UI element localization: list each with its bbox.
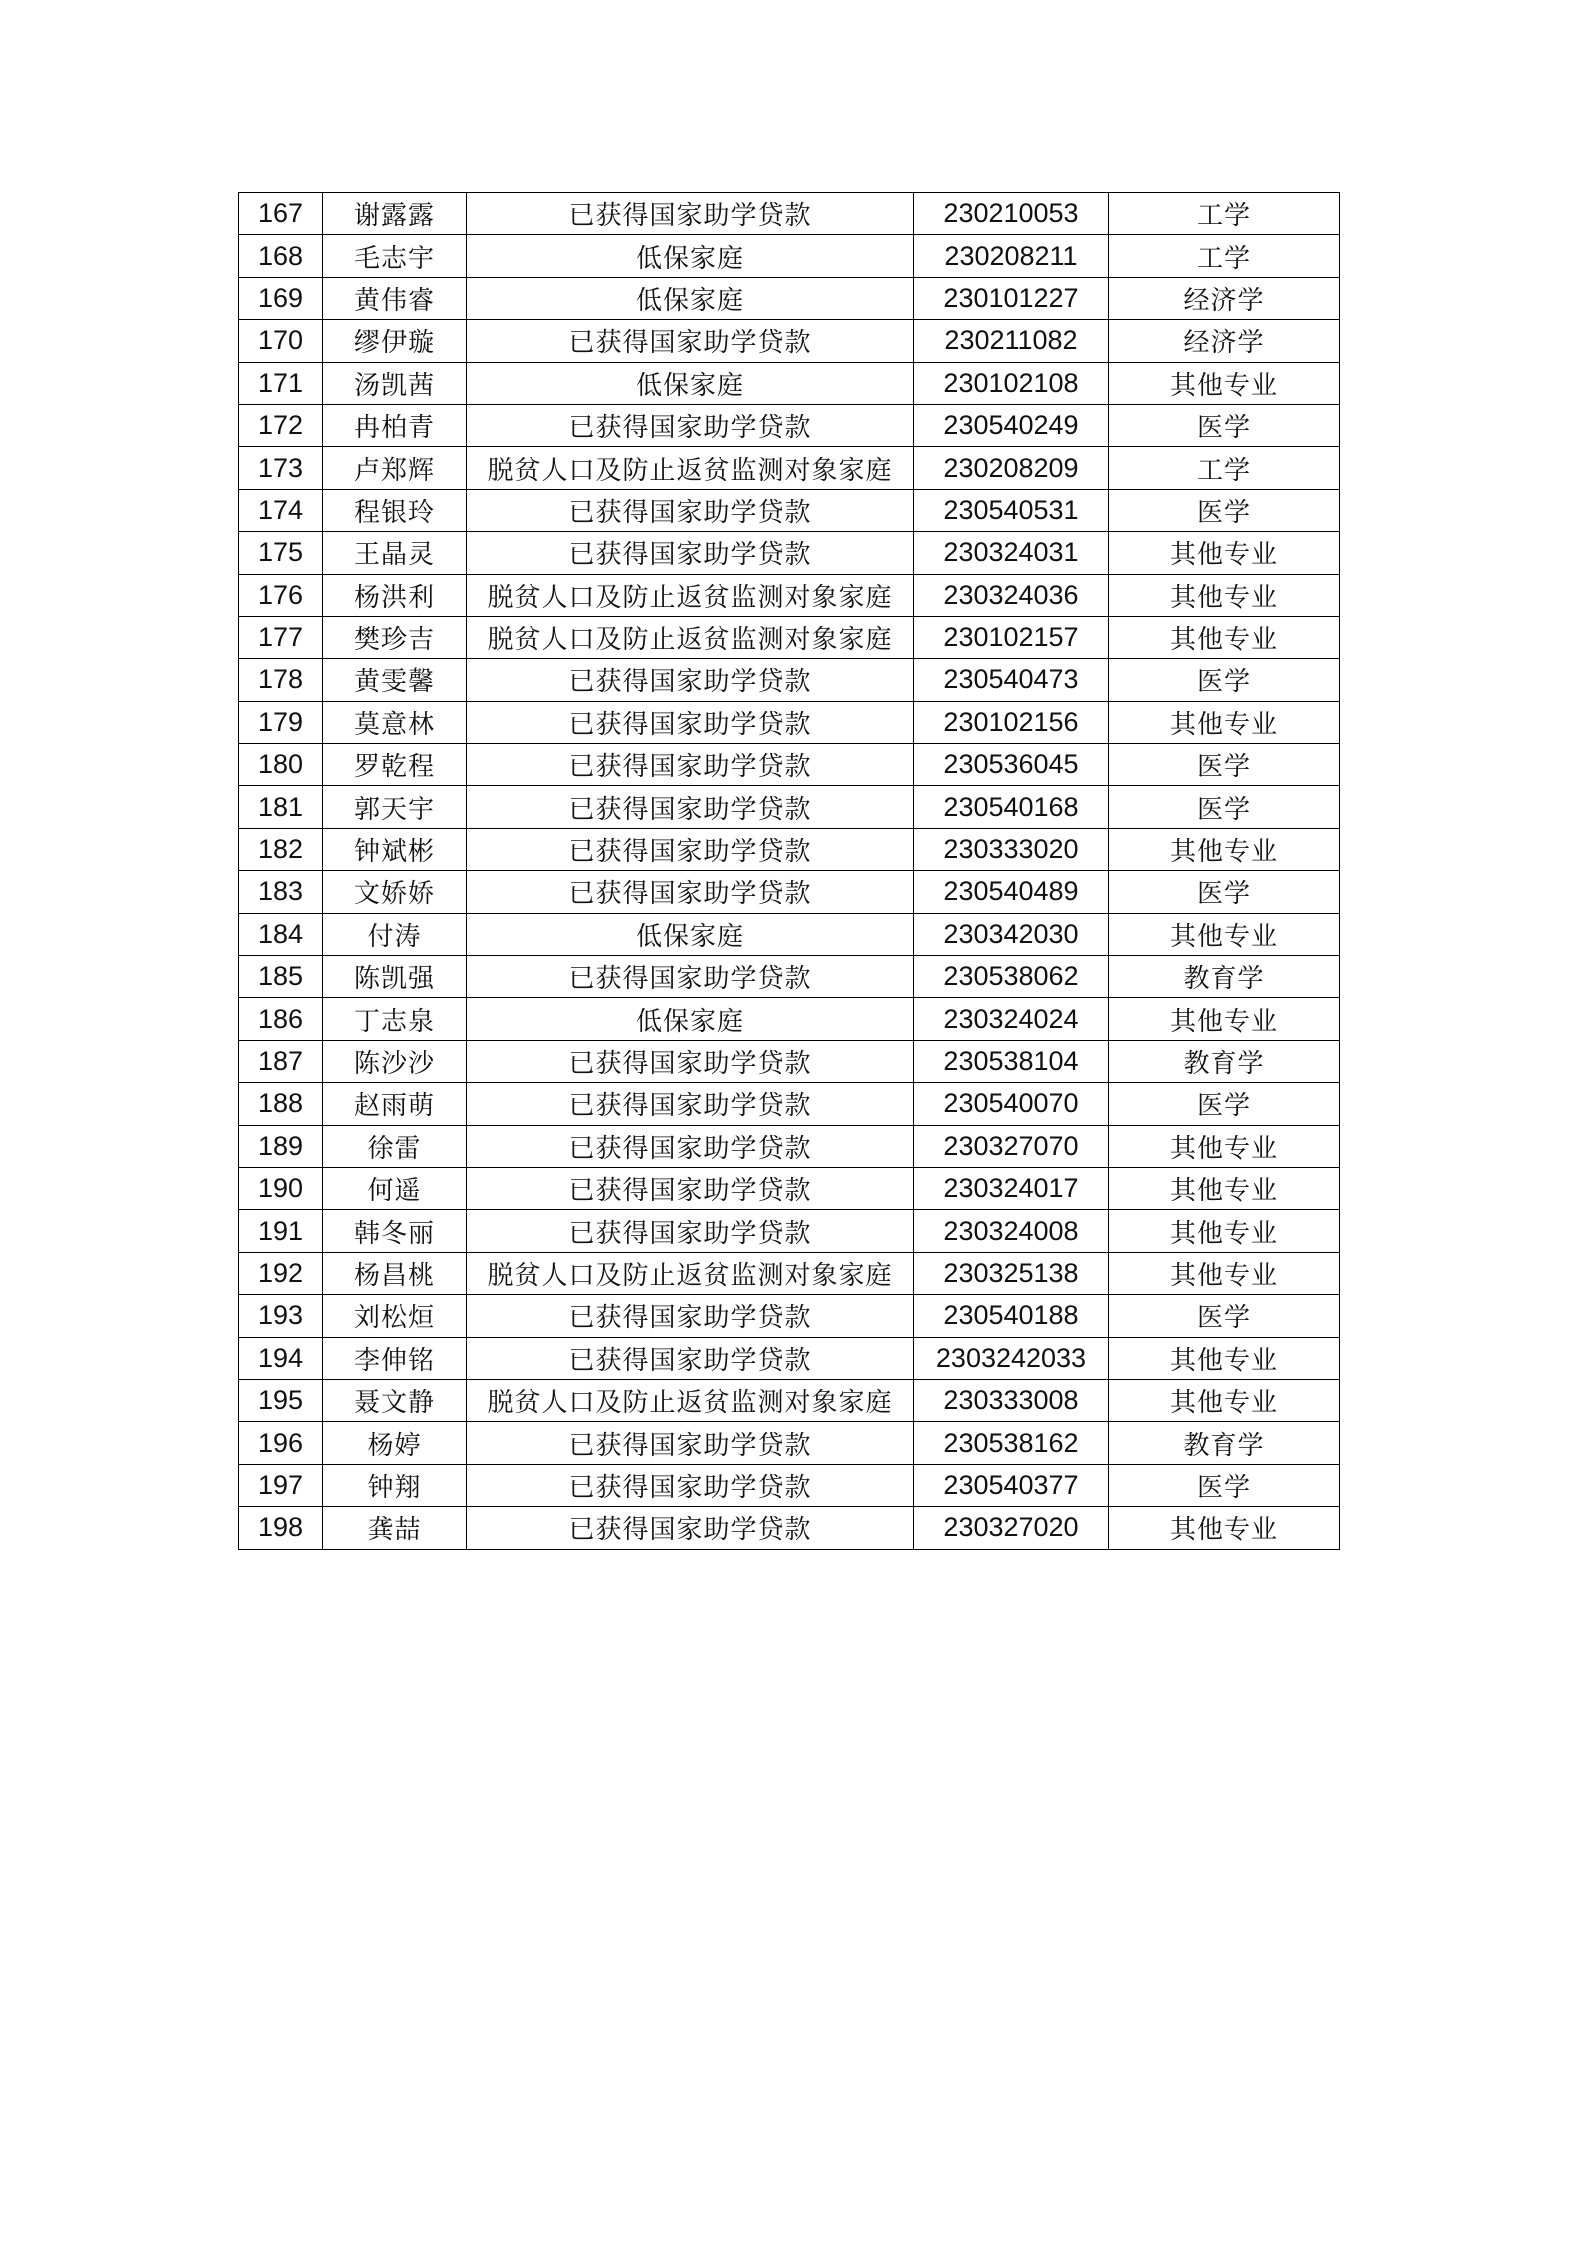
table-row [239, 871, 1340, 913]
major-category-cell: 经济学 [1109, 277, 1340, 319]
student-id-cell: 230540473 [914, 659, 1109, 701]
student-id-cell: 230102157 [914, 616, 1109, 658]
row-number-cell: 176 [239, 574, 323, 616]
table-row [239, 1040, 1340, 1082]
student-id-cell: 230538062 [914, 956, 1109, 998]
table-row [239, 1125, 1340, 1167]
student-name-cell: 杨洪利 [323, 574, 467, 616]
major-category-cell: 其他专业 [1109, 574, 1340, 616]
student-id-cell: 230540070 [914, 1083, 1109, 1125]
row-number-cell: 180 [239, 744, 323, 786]
row-number-cell: 187 [239, 1040, 323, 1082]
major-category-cell: 经济学 [1109, 320, 1340, 362]
row-number-cell: 174 [239, 489, 323, 531]
student-id-cell: 230208211 [914, 235, 1109, 277]
difficulty-type-cell: 已获得国家助学贷款 [467, 1083, 914, 1125]
row-number-cell: 177 [239, 616, 323, 658]
student-id-cell: 230538104 [914, 1040, 1109, 1082]
row-number-cell: 192 [239, 1252, 323, 1294]
student-id-cell: 230538162 [914, 1422, 1109, 1464]
major-category-cell: 教育学 [1109, 1040, 1340, 1082]
table-row [239, 489, 1340, 531]
difficulty-type-cell: 低保家庭 [467, 277, 914, 319]
major-category-cell: 医学 [1109, 489, 1340, 531]
difficulty-type-cell: 已获得国家助学贷款 [467, 1295, 914, 1337]
student-name-cell: 汤凯茜 [323, 362, 467, 404]
student-id-cell: 230211082 [914, 320, 1109, 362]
difficulty-type-cell: 已获得国家助学贷款 [467, 1337, 914, 1379]
row-number-cell: 173 [239, 447, 323, 489]
student-id-cell: 230102108 [914, 362, 1109, 404]
row-number-cell: 189 [239, 1125, 323, 1167]
major-category-cell: 其他专业 [1109, 701, 1340, 743]
row-number-cell: 185 [239, 956, 323, 998]
student-id-cell: 230540489 [914, 871, 1109, 913]
major-category-cell: 其他专业 [1109, 1507, 1340, 1549]
major-category-cell: 其他专业 [1109, 362, 1340, 404]
table-row [239, 1252, 1340, 1294]
student-name-cell: 钟斌彬 [323, 828, 467, 870]
difficulty-type-cell: 低保家庭 [467, 913, 914, 955]
table-row [239, 1295, 1340, 1337]
difficulty-type-cell: 已获得国家助学贷款 [467, 1464, 914, 1506]
student-id-cell: 230540188 [914, 1295, 1109, 1337]
table-row [239, 1083, 1340, 1125]
row-number-cell: 178 [239, 659, 323, 701]
row-number-cell: 167 [239, 193, 323, 235]
major-category-cell: 其他专业 [1109, 828, 1340, 870]
student-name-cell: 冉柏青 [323, 404, 467, 446]
major-category-cell: 其他专业 [1109, 1337, 1340, 1379]
student-id-cell: 230327020 [914, 1507, 1109, 1549]
difficulty-type-cell: 已获得国家助学贷款 [467, 956, 914, 998]
student-name-cell: 文娇娇 [323, 871, 467, 913]
difficulty-type-cell: 低保家庭 [467, 235, 914, 277]
student-id-cell: 230324031 [914, 532, 1109, 574]
row-number-cell: 194 [239, 1337, 323, 1379]
student-name-cell: 莫意林 [323, 701, 467, 743]
difficulty-type-cell: 已获得国家助学贷款 [467, 1507, 914, 1549]
student-id-cell: 230333020 [914, 828, 1109, 870]
student-name-cell: 毛志宇 [323, 235, 467, 277]
row-number-cell: 175 [239, 532, 323, 574]
student-id-cell: 230325138 [914, 1252, 1109, 1294]
student-id-cell: 230536045 [914, 744, 1109, 786]
student-id-cell: 230208209 [914, 447, 1109, 489]
major-category-cell: 其他专业 [1109, 616, 1340, 658]
row-number-cell: 182 [239, 828, 323, 870]
student-name-cell: 丁志泉 [323, 998, 467, 1040]
student-name-cell: 陈凯强 [323, 956, 467, 998]
student-id-cell: 230324008 [914, 1210, 1109, 1252]
student-name-cell: 赵雨萌 [323, 1083, 467, 1125]
row-number-cell: 191 [239, 1210, 323, 1252]
difficulty-type-cell: 脱贫人口及防止返贫监测对象家庭 [467, 1252, 914, 1294]
table-row [239, 659, 1340, 701]
table-row [239, 532, 1340, 574]
student-id-cell: 230327070 [914, 1125, 1109, 1167]
student-name-cell: 郭天宇 [323, 786, 467, 828]
row-number-cell: 197 [239, 1464, 323, 1506]
student-id-cell: 230102156 [914, 701, 1109, 743]
major-category-cell: 医学 [1109, 659, 1340, 701]
student-name-cell: 黄雯馨 [323, 659, 467, 701]
row-number-cell: 179 [239, 701, 323, 743]
major-category-cell: 其他专业 [1109, 913, 1340, 955]
table-row [239, 1337, 1340, 1379]
major-category-cell: 教育学 [1109, 956, 1340, 998]
student-name-cell: 缪伊璇 [323, 320, 467, 362]
student-name-cell: 黄伟睿 [323, 277, 467, 319]
table-row [239, 1379, 1340, 1421]
student-name-cell: 杨昌桃 [323, 1252, 467, 1294]
difficulty-type-cell: 脱贫人口及防止返贫监测对象家庭 [467, 616, 914, 658]
student-id-cell: 230101227 [914, 277, 1109, 319]
major-category-cell: 医学 [1109, 404, 1340, 446]
student-name-cell: 罗乾程 [323, 744, 467, 786]
row-number-cell: 181 [239, 786, 323, 828]
major-category-cell: 医学 [1109, 786, 1340, 828]
table-row [239, 828, 1340, 870]
table-row [239, 956, 1340, 998]
major-category-cell: 医学 [1109, 744, 1340, 786]
difficulty-type-cell: 已获得国家助学贷款 [467, 1125, 914, 1167]
student-id-cell: 230540377 [914, 1464, 1109, 1506]
table-row [239, 913, 1340, 955]
difficulty-type-cell: 已获得国家助学贷款 [467, 489, 914, 531]
student-id-cell: 230333008 [914, 1379, 1109, 1421]
student-id-cell: 230540249 [914, 404, 1109, 446]
difficulty-type-cell: 脱贫人口及防止返贫监测对象家庭 [467, 447, 914, 489]
student-id-cell: 230210053 [914, 193, 1109, 235]
table-row [239, 1210, 1340, 1252]
major-category-cell: 医学 [1109, 1464, 1340, 1506]
major-category-cell: 医学 [1109, 1295, 1340, 1337]
major-category-cell: 工学 [1109, 447, 1340, 489]
row-number-cell: 169 [239, 277, 323, 319]
table-row [239, 320, 1340, 362]
table-body [239, 193, 1340, 1550]
table-row [239, 235, 1340, 277]
difficulty-type-cell: 脱贫人口及防止返贫监测对象家庭 [467, 574, 914, 616]
major-category-cell: 工学 [1109, 235, 1340, 277]
difficulty-type-cell: 已获得国家助学贷款 [467, 1040, 914, 1082]
table-row [239, 616, 1340, 658]
table-row [239, 701, 1340, 743]
student-name-cell: 卢郑辉 [323, 447, 467, 489]
row-number-cell: 172 [239, 404, 323, 446]
student-id-cell: 230324036 [914, 574, 1109, 616]
table-row [239, 404, 1340, 446]
row-number-cell: 195 [239, 1379, 323, 1421]
difficulty-type-cell: 低保家庭 [467, 998, 914, 1040]
difficulty-type-cell: 已获得国家助学贷款 [467, 786, 914, 828]
major-category-cell: 其他专业 [1109, 998, 1340, 1040]
table-row [239, 447, 1340, 489]
row-number-cell: 188 [239, 1083, 323, 1125]
major-category-cell: 其他专业 [1109, 1252, 1340, 1294]
major-category-cell: 工学 [1109, 193, 1340, 235]
student-name-cell: 付涛 [323, 913, 467, 955]
row-number-cell: 168 [239, 235, 323, 277]
row-number-cell: 183 [239, 871, 323, 913]
major-category-cell: 医学 [1109, 1083, 1340, 1125]
student-name-cell: 王晶灵 [323, 532, 467, 574]
student-name-cell: 谢露露 [323, 193, 467, 235]
student-name-cell: 何遥 [323, 1167, 467, 1209]
difficulty-type-cell: 已获得国家助学贷款 [467, 404, 914, 446]
table-row [239, 744, 1340, 786]
difficulty-type-cell: 已获得国家助学贷款 [467, 320, 914, 362]
difficulty-type-cell: 脱贫人口及防止返贫监测对象家庭 [467, 1379, 914, 1421]
major-category-cell: 医学 [1109, 871, 1340, 913]
student-name-cell: 韩冬丽 [323, 1210, 467, 1252]
table-row [239, 1422, 1340, 1464]
difficulty-type-cell: 已获得国家助学贷款 [467, 532, 914, 574]
row-number-cell: 184 [239, 913, 323, 955]
major-category-cell: 其他专业 [1109, 1167, 1340, 1209]
major-category-cell: 其他专业 [1109, 1210, 1340, 1252]
table-row [239, 1167, 1340, 1209]
student-id-cell: 230540531 [914, 489, 1109, 531]
row-number-cell: 170 [239, 320, 323, 362]
student-id-cell: 230342030 [914, 913, 1109, 955]
difficulty-type-cell: 已获得国家助学贷款 [467, 1167, 914, 1209]
student-name-cell: 聂文静 [323, 1379, 467, 1421]
student-name-cell: 龚喆 [323, 1507, 467, 1549]
row-number-cell: 171 [239, 362, 323, 404]
student-name-cell: 樊珍吉 [323, 616, 467, 658]
student-name-cell: 程银玲 [323, 489, 467, 531]
table-row [239, 362, 1340, 404]
major-category-cell: 其他专业 [1109, 1379, 1340, 1421]
major-category-cell: 其他专业 [1109, 532, 1340, 574]
table-row [239, 786, 1340, 828]
difficulty-type-cell: 已获得国家助学贷款 [467, 193, 914, 235]
student-id-cell: 2303242033 [914, 1337, 1109, 1379]
table-row [239, 998, 1340, 1040]
student-id-cell: 230324017 [914, 1167, 1109, 1209]
row-number-cell: 193 [239, 1295, 323, 1337]
major-category-cell: 其他专业 [1109, 1125, 1340, 1167]
student-name-cell: 徐雷 [323, 1125, 467, 1167]
student-name-cell: 钟翔 [323, 1464, 467, 1506]
row-number-cell: 190 [239, 1167, 323, 1209]
student-id-cell: 230540168 [914, 786, 1109, 828]
difficulty-type-cell: 已获得国家助学贷款 [467, 871, 914, 913]
student-id-cell: 230324024 [914, 998, 1109, 1040]
row-number-cell: 198 [239, 1507, 323, 1549]
student-name-cell: 李伸铭 [323, 1337, 467, 1379]
table-row [239, 1464, 1340, 1506]
difficulty-type-cell: 已获得国家助学贷款 [467, 659, 914, 701]
table-row [239, 277, 1340, 319]
difficulty-type-cell: 已获得国家助学贷款 [467, 1210, 914, 1252]
table-row [239, 1507, 1340, 1549]
difficulty-type-cell: 已获得国家助学贷款 [467, 744, 914, 786]
difficulty-type-cell: 低保家庭 [467, 362, 914, 404]
major-category-cell: 教育学 [1109, 1422, 1340, 1464]
student-name-cell: 杨婷 [323, 1422, 467, 1464]
row-number-cell: 196 [239, 1422, 323, 1464]
student-list-table [238, 192, 1340, 1550]
row-number-cell: 186 [239, 998, 323, 1040]
difficulty-type-cell: 已获得国家助学贷款 [467, 1422, 914, 1464]
difficulty-type-cell: 已获得国家助学贷款 [467, 701, 914, 743]
table-row [239, 193, 1340, 235]
difficulty-type-cell: 已获得国家助学贷款 [467, 828, 914, 870]
student-name-cell: 陈沙沙 [323, 1040, 467, 1082]
student-name-cell: 刘松烜 [323, 1295, 467, 1337]
table-row [239, 574, 1340, 616]
